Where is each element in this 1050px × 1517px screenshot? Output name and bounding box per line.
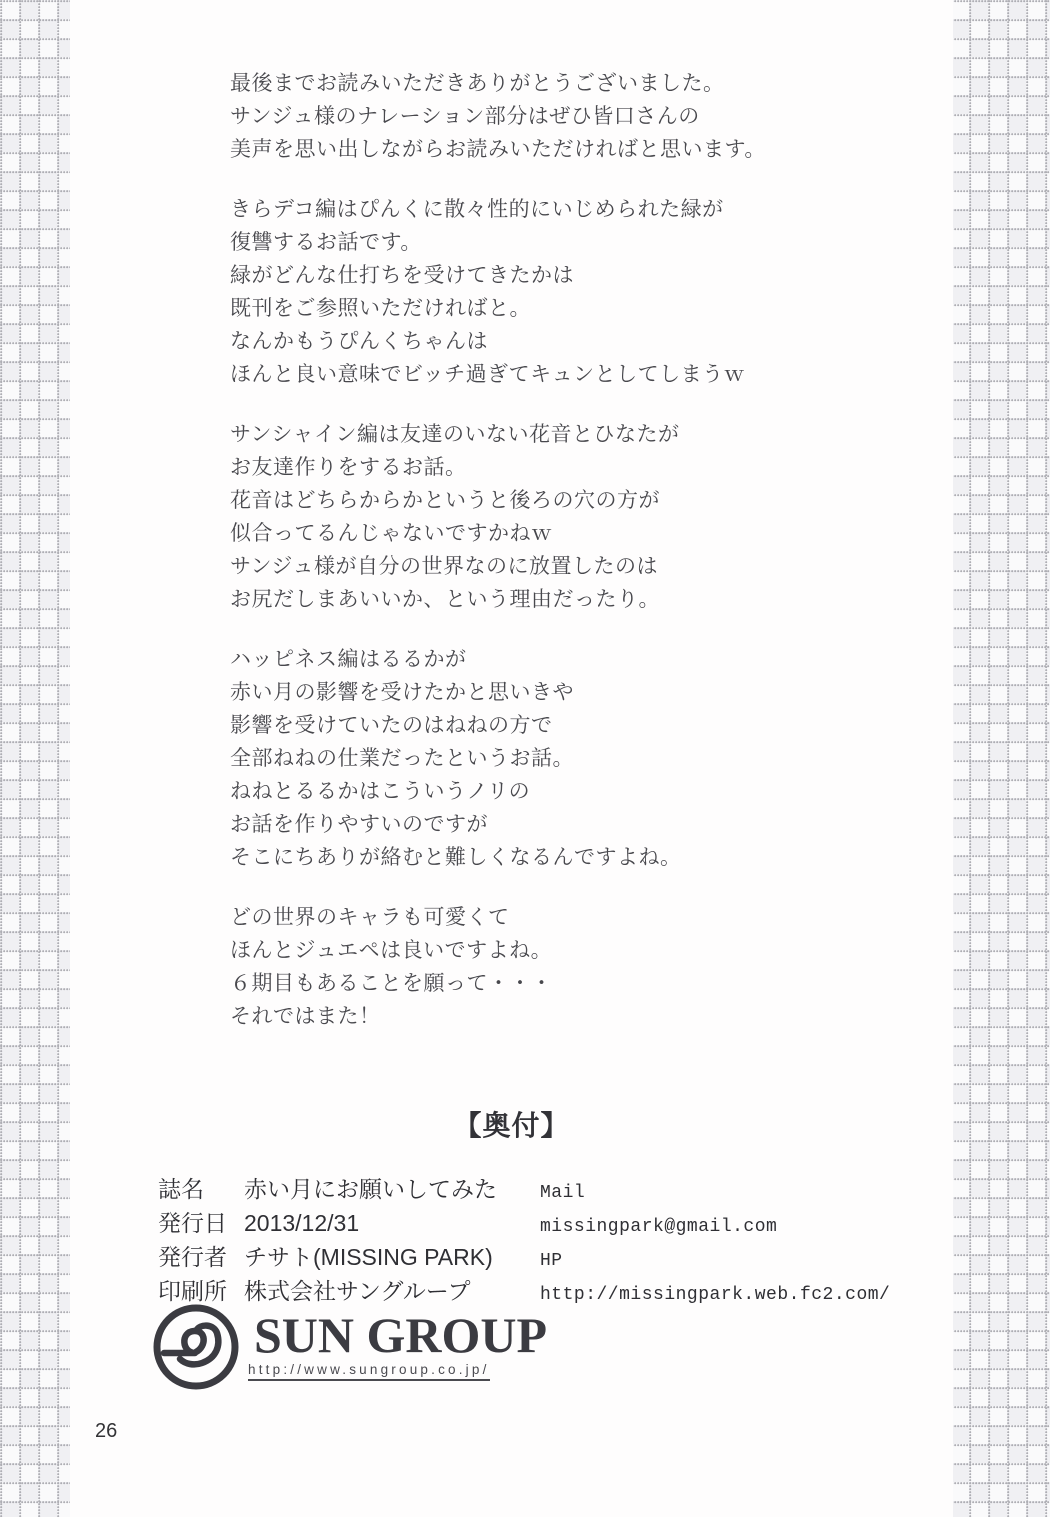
afterword-line: ねねとるるかはこういうノリの [230, 780, 531, 803]
document-page [70, 0, 953, 1517]
afterword-paragraph-closing [230, 901, 890, 1033]
colophon-label: 発行者 [158, 1244, 227, 1270]
colophon-label: 発行日 [158, 1210, 227, 1236]
sun-group-logo-textcol [248, 1301, 548, 1381]
afterword-line: 似合ってるんじゃないですかねｗ [230, 522, 553, 545]
afterword-line: ほんとジュエペは良いですよね。 [230, 939, 553, 962]
afterword-line: ハッピネス編はるるかが [230, 648, 467, 671]
sun-group-logo [150, 1301, 547, 1398]
mail-address: missingpark@gmail.com [540, 1217, 778, 1237]
sun-group-logo-icon [150, 1301, 242, 1398]
colophon-heading: 【奥付】 [453, 1110, 570, 1141]
afterword-line: 赤い月の影響を受けたかと思いきや [230, 681, 574, 704]
afterword-line: 最後までお読みいただきありがとうございました。 [230, 72, 725, 95]
sun-group-logo-text: SUN GROUP [254, 1307, 548, 1363]
colophon-value: 2013/12/31 [244, 1210, 360, 1236]
afterword-line: ほんと良い意味でビッチ過ぎてキュンとしてしまうｗ [230, 363, 746, 386]
afterword-paragraph-thanks [230, 67, 890, 166]
colophon-row-publisher [158, 1240, 497, 1274]
afterword-line: 影響を受けていたのはねねの方で [230, 714, 553, 737]
afterword-line: 全部ねねの仕業だったというお話。 [230, 747, 574, 770]
sun-group-url: http://www.sungroup.co.jp/ [248, 1362, 490, 1381]
afterword-line: 既刊をご参照いただければと。 [230, 297, 531, 320]
afterword-line: サンジュ様が自分の世界なのに放置したのは [230, 555, 659, 578]
colophon-contact [540, 1176, 890, 1312]
afterword-line: 美声を思い出しながらお読みいただければと思います。 [230, 138, 766, 161]
afterword-line: それではまた！ [230, 1005, 381, 1028]
colophon-value: 赤い月にお願いしてみた [244, 1176, 497, 1202]
afterword-line: なんかもうぴんくちゃんは [230, 330, 488, 353]
colophon-row-title [158, 1172, 497, 1206]
afterword-text [230, 67, 890, 1060]
page-number: 26 [95, 1420, 118, 1442]
colophon-row-date [158, 1206, 497, 1240]
afterword-line: 花音はどちらからかというと後ろの穴の方が [230, 489, 660, 512]
colophon-table [158, 1172, 497, 1308]
colophon-label: 誌名 [158, 1176, 204, 1202]
afterword-paragraph-happiness [230, 643, 890, 874]
afterword-line: 緑がどんな仕打ちを受けてきたかは [230, 264, 574, 287]
afterword-line: 復讐するお話です。 [230, 231, 422, 254]
hp-label: HP [540, 1251, 563, 1271]
afterword-line: どの世界のキャラも可愛くて [230, 906, 510, 929]
afterword-line: きらデコ編はぴんくに散々性的にいじめられた緑が [230, 198, 724, 221]
colophon-label: 印刷所 [158, 1278, 227, 1304]
afterword-line: お話を作りやすいのですが [230, 813, 488, 836]
afterword-line: お尻だしまあいいか、という理由だったり。 [230, 588, 660, 611]
colophon-value: チサト(MISSING PARK) [244, 1244, 493, 1270]
afterword-line: サンシャイン編は友達のいない花音とひなたが [230, 423, 680, 446]
afterword-line: お友達作りをするお話。 [230, 456, 467, 479]
afterword-line: ６期目もあることを願って・・・ [230, 972, 553, 995]
colophon-value: 株式会社サングループ [244, 1278, 471, 1304]
afterword-line: サンジュ様のナレーション部分はぜひ皆口さんの [230, 105, 700, 128]
afterword-paragraph-sunshine [230, 418, 890, 616]
hp-url: http://missingpark.web.fc2.com/ [540, 1285, 891, 1305]
afterword-paragraph-kiradeco [230, 193, 890, 391]
afterword-line: そこにちありが絡むと難しくなるんですよね。 [230, 846, 682, 869]
mail-label: Mail [540, 1183, 586, 1203]
